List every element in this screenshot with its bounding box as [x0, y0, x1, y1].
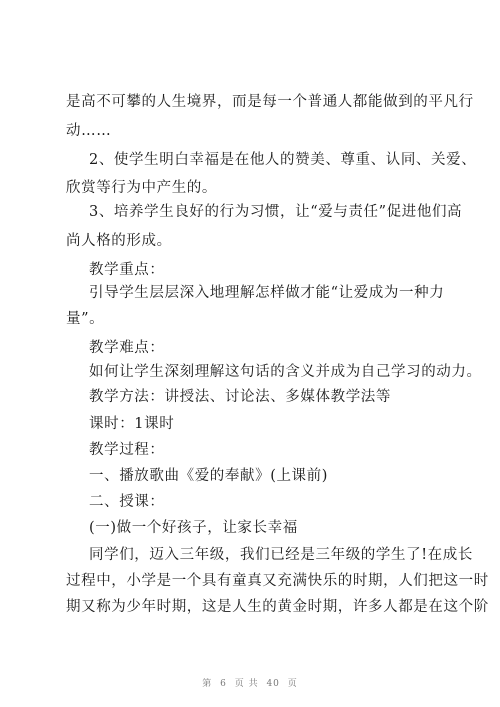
- footer-prefix: 第: [202, 679, 213, 689]
- footer-suffix: 页: [287, 679, 298, 689]
- section-heading: 教学难点：: [89, 340, 165, 356]
- body-line: 课时：1课时: [89, 416, 175, 432]
- page-footer: [0, 676, 500, 689]
- body-line: 量”。: [66, 311, 105, 327]
- objective-line: 2、使学生明白幸福是在他人的赞美、尊重、认同、关爱、: [89, 152, 477, 168]
- subsection-heading: (一)做一个好孩子，让家长幸福: [89, 520, 298, 536]
- section-heading: 教学重点：: [89, 262, 165, 278]
- body-line: 一、播放歌曲《爱的奉献》(上课前): [89, 468, 329, 484]
- body-line: 教学方法：讲授法、讨论法、多媒体教学法等: [89, 389, 391, 405]
- current-page-number: 6: [220, 679, 227, 689]
- body-line: 动……: [66, 123, 112, 139]
- body-line: 是高不可攀的人生境界，而是每一个普通人都能做到的平凡行: [66, 94, 474, 110]
- body-line: 期又称为少年时期，这是人生的黄金时期，许多人都是在这个阶: [66, 599, 489, 615]
- body-line: 同学们，迈入三年级，我们已经是三年级的学生了!在成长: [89, 547, 473, 563]
- body-line: 欣赏等行为中产生的。: [66, 180, 217, 196]
- total-pages: 40: [266, 679, 280, 689]
- footer-middle: 页 共: [234, 679, 259, 689]
- body-line: 如何让学生深刻理解这句话的含义并成为自己学习的动力。: [89, 364, 482, 380]
- body-line: 引导学生层层深入地理解怎样做才能“让爱成为一种力: [89, 285, 445, 301]
- objective-line: 3、培养学生良好的行为习惯，让“爱与责任”促进他们高: [89, 204, 463, 220]
- body-line: 尚人格的形成。: [66, 233, 172, 249]
- body-line: 过程中，小学是一个具有童真又充满快乐的时期，人们把这一时: [66, 573, 489, 589]
- section-heading: 二、授课：: [89, 494, 165, 510]
- section-heading: 教学过程：: [89, 442, 165, 458]
